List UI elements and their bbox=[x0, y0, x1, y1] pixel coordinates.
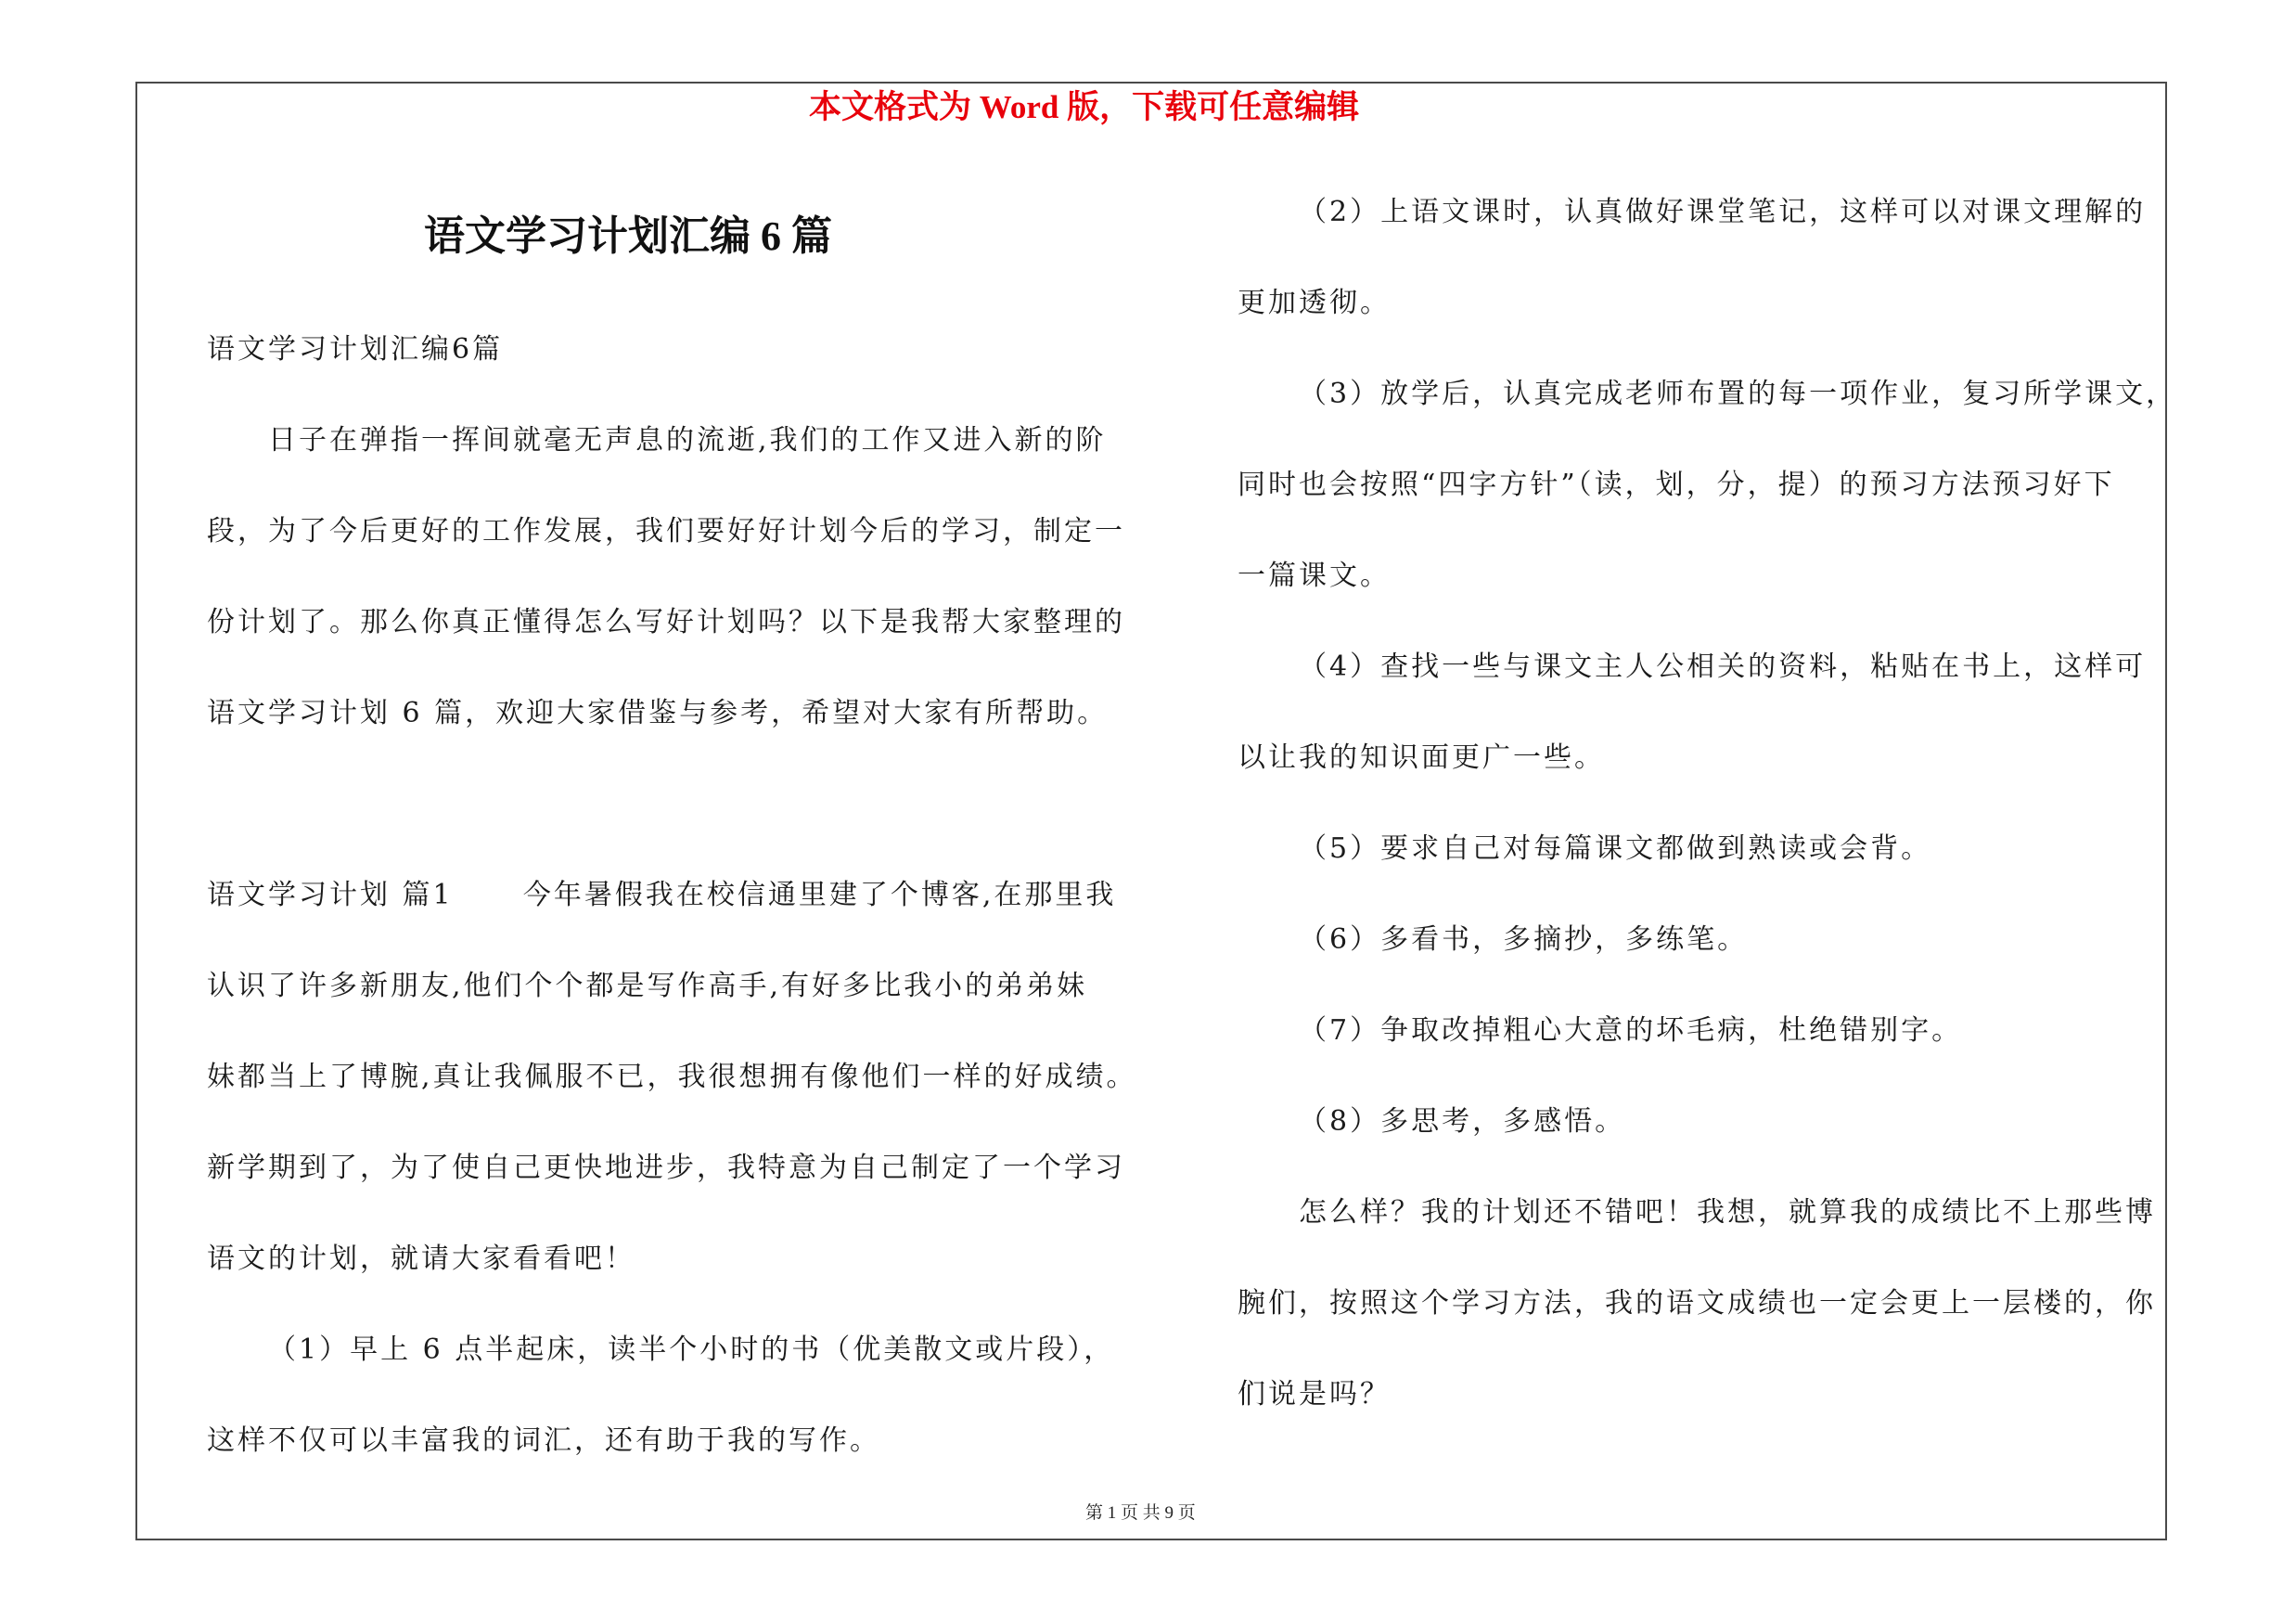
text-line: 日子在弹指一挥间就毫无声息的流逝,我们的工作又进入新的阶 bbox=[268, 424, 1107, 457]
right-column bbox=[1238, 167, 2202, 1440]
text-line: 同时也会按照“四字方针”（读，划，分，提）的预习方法预习好下 bbox=[1238, 469, 2115, 501]
text-line: （6）多看书，多摘抄，多练笔。 bbox=[1299, 923, 1749, 956]
document-title: 语文学习计划汇编 6 篇 bbox=[424, 213, 832, 259]
text-line: 语文学习计划 6 篇，欢迎大家借鉴与参考，希望对大家有所帮助。 bbox=[207, 697, 1109, 729]
text-line: 腕们，按照这个学习方法，我的语文成绩也一定会更上一层楼的，你 bbox=[1238, 1287, 2156, 1320]
text-line: （5）要求自己对每篇课文都做到熟读或会背。 bbox=[1299, 832, 1932, 865]
text-line: 份计划了。那么你真正懂得怎么写好计划吗？以下是我帮大家整理的 bbox=[207, 606, 1125, 638]
blank-line bbox=[207, 759, 1172, 850]
text-line: 妹都当上了博腕,真让我佩服不已，我很想拥有像他们一样的好成绩。 bbox=[207, 1061, 1137, 1093]
text-line: 段，为了今后更好的工作发展，我们要好好计划今后的学习，制定一 bbox=[207, 515, 1125, 547]
text-line: 这样不仅可以丰富我的词汇，还有助于我的写作。 bbox=[207, 1424, 880, 1457]
text-line: （7）争取改掉粗心大意的坏毛病，杜绝错别字。 bbox=[1299, 1014, 1963, 1047]
text-line: 语文学习计划汇编6篇 bbox=[207, 333, 504, 366]
text-line: 语文的计划，就请大家看看吧！ bbox=[207, 1243, 635, 1275]
text-line: （4）查找一些与课文主人公相关的资料，粘贴在书上，这样可 bbox=[1299, 650, 2147, 683]
text-line: 怎么样？我的计划还不错吧！我想，就算我的成绩比不上那些博 bbox=[1299, 1196, 2156, 1229]
format-notice: 本文格式为 Word 版，下载可任意编辑 bbox=[809, 89, 1360, 125]
text-line: （3）放学后，认真完成老师布置的每一项作业，复习所学课文， bbox=[1299, 378, 2177, 410]
text-line: 们说是吗？ bbox=[1238, 1378, 1391, 1410]
text-line: 更加透彻。 bbox=[1238, 287, 1391, 319]
text-line: 认识了许多新朋友,他们个个都是写作高手,有好多比我小的弟弟妹 bbox=[207, 970, 1088, 1002]
text-line: 新学期到了，为了使自己更快地进步，我特意为自己制定了一个学习 bbox=[207, 1152, 1125, 1184]
page-number-footer: 第 1 页 共 9 页 bbox=[1085, 1503, 1196, 1523]
text-line: 语文学习计划 篇1 今年暑假我在校信通里建了个博客,在那里我 bbox=[207, 879, 1117, 911]
text-line: （8）多思考，多感悟。 bbox=[1299, 1105, 1626, 1138]
text-line: 一篇课文。 bbox=[1238, 560, 1391, 592]
text-line: （2）上语文课时，认真做好课堂笔记，这样可以对课文理解的 bbox=[1299, 196, 2147, 228]
text-line: 以让我的知识面更广一些。 bbox=[1238, 741, 1605, 774]
text-line: （1）早上 6 点半起床，读半个小时的书（优美散文或片段）， bbox=[268, 1333, 1115, 1366]
left-column bbox=[207, 304, 1172, 1487]
